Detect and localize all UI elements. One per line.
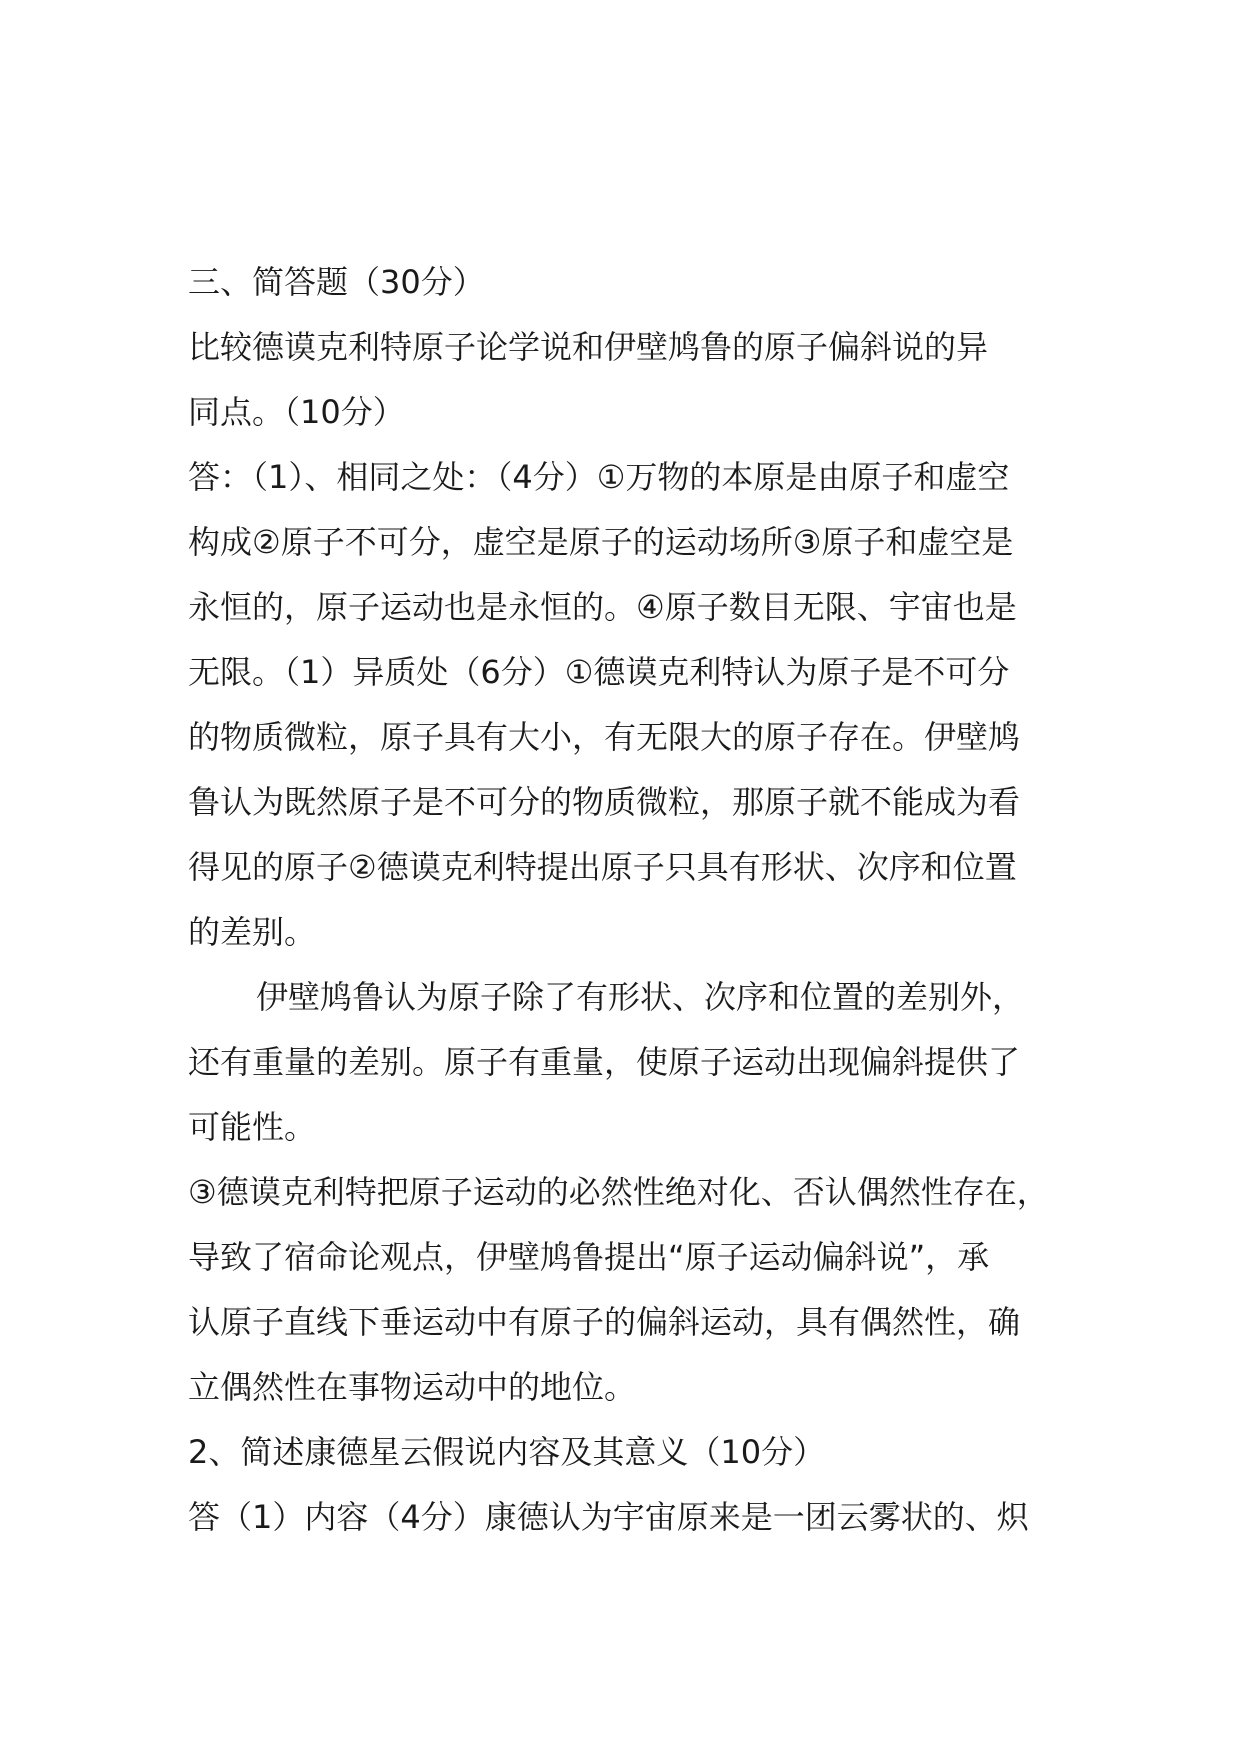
answer-1-text: 答：（1）、相同之处：（4分）①万物的本原是由原子和虚空: [188, 458, 1010, 496]
document-body: [188, 250, 1068, 1550]
question-2-text: 2、简述康德星云假说内容及其意义（10分）: [188, 1433, 826, 1471]
answer-1-text: ③德谟克利特把原子运动的必然性绝对化、否认偶然性存在，: [188, 1173, 1049, 1211]
answer-1-text: 可能性。: [188, 1108, 317, 1146]
answer-2-text: 答（1）内容（4分）康德认为宇宙原来是一团云雾状的、炽: [188, 1498, 1029, 1536]
answer-1-text: 鲁认为既然原子是不可分的物质微粒，那原子就不能成为看: [188, 783, 1021, 821]
answer-1-text: 的差别。: [188, 913, 317, 951]
answer-1-text: 的物质微粒，原子具有大小，有无限大的原子存在。伊壁鸠: [188, 718, 1021, 756]
answer-1-text: 构成②原子不可分，虚空是原子的运动场所③原子和虚空是: [188, 523, 1014, 561]
answer-1-text: 无限。（1）异质处（6分）①德谟克利特认为原子是不可分: [188, 653, 1010, 691]
answer-1-paragraph: 伊壁鸠鲁认为原子除了有形状、次序和位置的差别外，: [256, 978, 1025, 1016]
question-1-text: 同点。（10分）: [188, 393, 405, 431]
section-heading: 三、简答题（30分）: [188, 263, 485, 301]
question-1-text: 比较德谟克利特原子论学说和伊壁鸠鲁的原子偏斜说的异: [188, 328, 989, 366]
answer-1-text: 得见的原子②德谟克利特提出原子只具有形状、次序和位置: [188, 848, 1017, 886]
answer-1-text: 还有重量的差别。原子有重量，使原子运动出现偏斜提供了: [188, 1043, 1021, 1081]
answer-1-text: 导致了宿命论观点，伊壁鸠鲁提出“原子运动偏斜说”，承: [188, 1238, 990, 1276]
answer-1-text: 立偶然性在事物运动中的地位。: [188, 1368, 637, 1406]
answer-1-text: 永恒的，原子运动也是永恒的。④原子数目无限、宇宙也是: [188, 588, 1017, 626]
answer-1-text: 认原子直线下垂运动中有原子的偏斜运动，具有偶然性，确: [188, 1303, 1021, 1341]
